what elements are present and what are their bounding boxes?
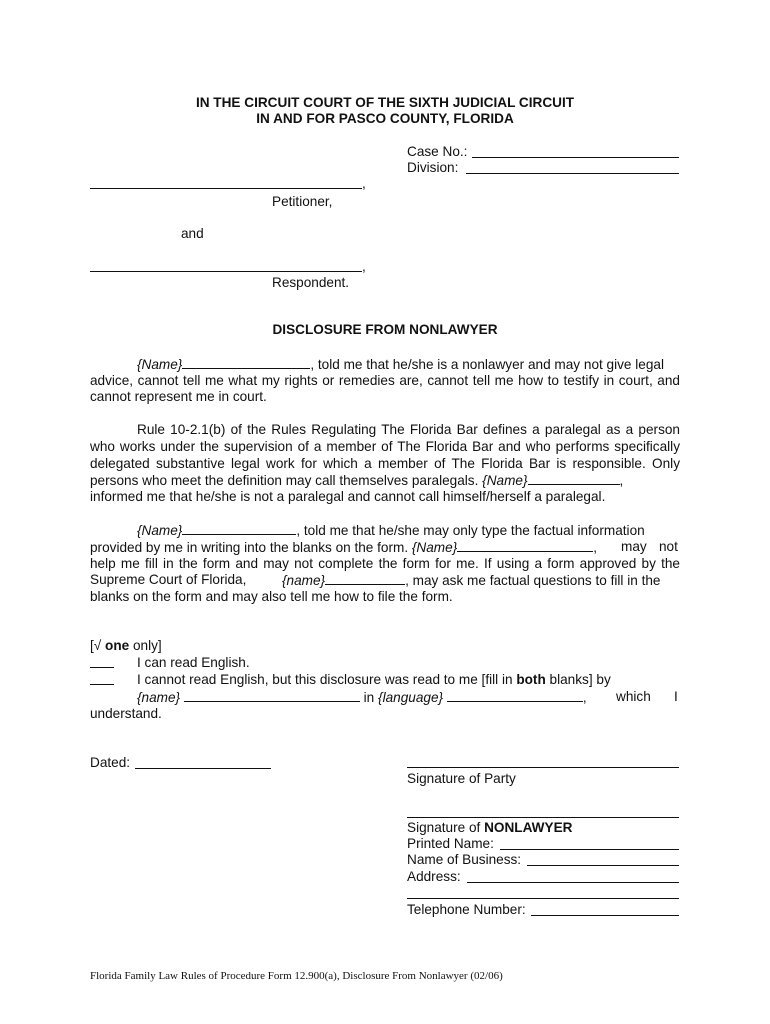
reader-name-field[interactable] (184, 689, 360, 702)
p1-name-field[interactable] (182, 356, 310, 369)
p3-line2 (90, 539, 597, 555)
option1-label: I can read English. (137, 655, 250, 670)
document-title: DISCLOSURE FROM NONLAWYER (272, 322, 498, 337)
p2-line3: delegated substantive legal work for which a member of The Florida Bar is responsible. Only (90, 456, 680, 471)
p3-line2-comma: , (593, 540, 598, 555)
option2-text-end: blanks] by (549, 672, 611, 687)
option1-checkbox-blank[interactable] (90, 667, 114, 668)
p2-line5: informed me that he/she is not a paralegal and cannot call himself/herself a paralegal. (90, 489, 606, 504)
address-field-line2[interactable] (407, 898, 679, 899)
p2-line4-comma: , (619, 473, 624, 488)
language-field[interactable] (447, 689, 583, 702)
p3-line2-not: not (659, 539, 678, 554)
respondent-label: Respondent. (272, 275, 350, 290)
choice-header-only: only] (132, 638, 162, 653)
p3-name3-placeholder: {name} (282, 573, 326, 588)
understand-label: understand. (90, 706, 162, 721)
telephone-field[interactable] (531, 915, 679, 916)
p3-name1-field[interactable] (182, 522, 296, 535)
in-label: in (363, 690, 375, 705)
p1-line3: cannot represent me in court. (90, 389, 267, 404)
nonlawyer-signature-text: Signature of (407, 820, 481, 835)
reader-name-placeholder: {name} (137, 690, 181, 705)
nonlawyer-signature-label (407, 820, 572, 835)
i-label: I (674, 689, 678, 704)
language-placeholder: {language} (378, 690, 444, 705)
choice-header-one: one (105, 638, 130, 653)
p2-line2: who works under the supervision of a member of The Florida Bar and who performs specifically (90, 439, 680, 454)
petitioner-comma: , (362, 176, 366, 191)
p3-line5: blanks on the form and may also tell me how to file the form. (90, 589, 453, 604)
p3-line1 (137, 522, 645, 538)
and-label: and (181, 226, 204, 241)
p3-line4-pre: Supreme Court of Florida, (90, 572, 247, 587)
business-field[interactable] (527, 865, 679, 866)
court-heading-line2: IN AND FOR PASCO COUNTY, FLORIDA (256, 111, 514, 126)
option2-checkbox-blank[interactable] (90, 684, 114, 685)
which-label: which (616, 689, 651, 704)
petitioner-label: Petitioner, (272, 194, 333, 209)
option2-label (137, 672, 611, 687)
printed-name-field[interactable] (500, 849, 679, 850)
choice-header (90, 638, 162, 653)
p1-line2: advice, cannot tell me what my rights or remedies are, cannot tell me how to testify in court, and (90, 373, 680, 388)
p3-line4-text: , may ask me factual questions to fill in the (405, 573, 661, 588)
case-no-field[interactable] (472, 157, 679, 158)
form-footer: Florida Family Law Rules of Procedure Form 12.900(a), Disclosure From Nonlawyer (02/06) (90, 970, 503, 982)
petitioner-field[interactable] (90, 188, 362, 189)
p3-line3: help me fill in the form and may not complete the form for me. If using a form approved by the (90, 556, 680, 571)
option2-line3 (137, 689, 587, 705)
p3-line2-may: may (621, 539, 647, 554)
division-label: Division: (407, 160, 459, 175)
p3-name3-field[interactable] (325, 572, 405, 585)
dated-label: Dated: (90, 755, 131, 770)
p2-line1: Rule 10-2.1(b) of the Rules Regulating The Florida Bar defines a paralegal as a person (137, 422, 680, 437)
address-label: Address: (407, 869, 461, 884)
p1-line1-text: , told me that he/she is a nonlawyer and may not give legal (310, 357, 664, 372)
option2-both: both (516, 672, 546, 687)
p1-name-placeholder: {Name} (137, 357, 183, 372)
case-no-label: Case No.: (407, 144, 468, 159)
respondent-comma: , (362, 259, 366, 274)
p3-name1-placeholder: {Name} (137, 523, 183, 538)
option2-text: I cannot read English, but this disclosure was read to me [fill in (137, 672, 513, 687)
p2-line4 (90, 472, 623, 488)
business-label: Name of Business: (407, 852, 522, 867)
language-comma: , (582, 690, 587, 705)
p2-name-placeholder: {Name} (482, 473, 528, 488)
party-signature-line[interactable] (407, 767, 679, 768)
p3-name2-placeholder: {Name} (411, 540, 458, 555)
court-heading-line1: IN THE CIRCUIT COURT OF THE SIXTH JUDICIAL CIRCUIT (195, 95, 575, 110)
telephone-label: Telephone Number: (407, 902, 526, 917)
p1-line1 (137, 356, 664, 372)
choice-header-bracket: [√ (90, 638, 102, 653)
division-field[interactable] (466, 173, 679, 174)
p3-name2-field[interactable] (457, 539, 593, 552)
p2-name-field[interactable] (528, 472, 620, 485)
nonlawyer-signature-line[interactable] (407, 817, 679, 818)
respondent-field[interactable] (90, 271, 362, 272)
party-signature-label: Signature of Party (407, 771, 516, 786)
p3-line4 (282, 572, 660, 588)
nonlawyer-bold: NONLAWYER (484, 820, 573, 835)
dated-field[interactable] (135, 768, 271, 769)
address-field[interactable] (467, 882, 679, 883)
p3-line1-text: , told me that he/she may only type the factual information (296, 523, 645, 538)
p2-line4-text: persons who meet the definition may call themselves paralegals. (90, 473, 479, 488)
p3-line2-text: provided by me in writing into the blanks on the form. (90, 540, 409, 555)
printed-name-label: Printed Name: (407, 836, 494, 851)
